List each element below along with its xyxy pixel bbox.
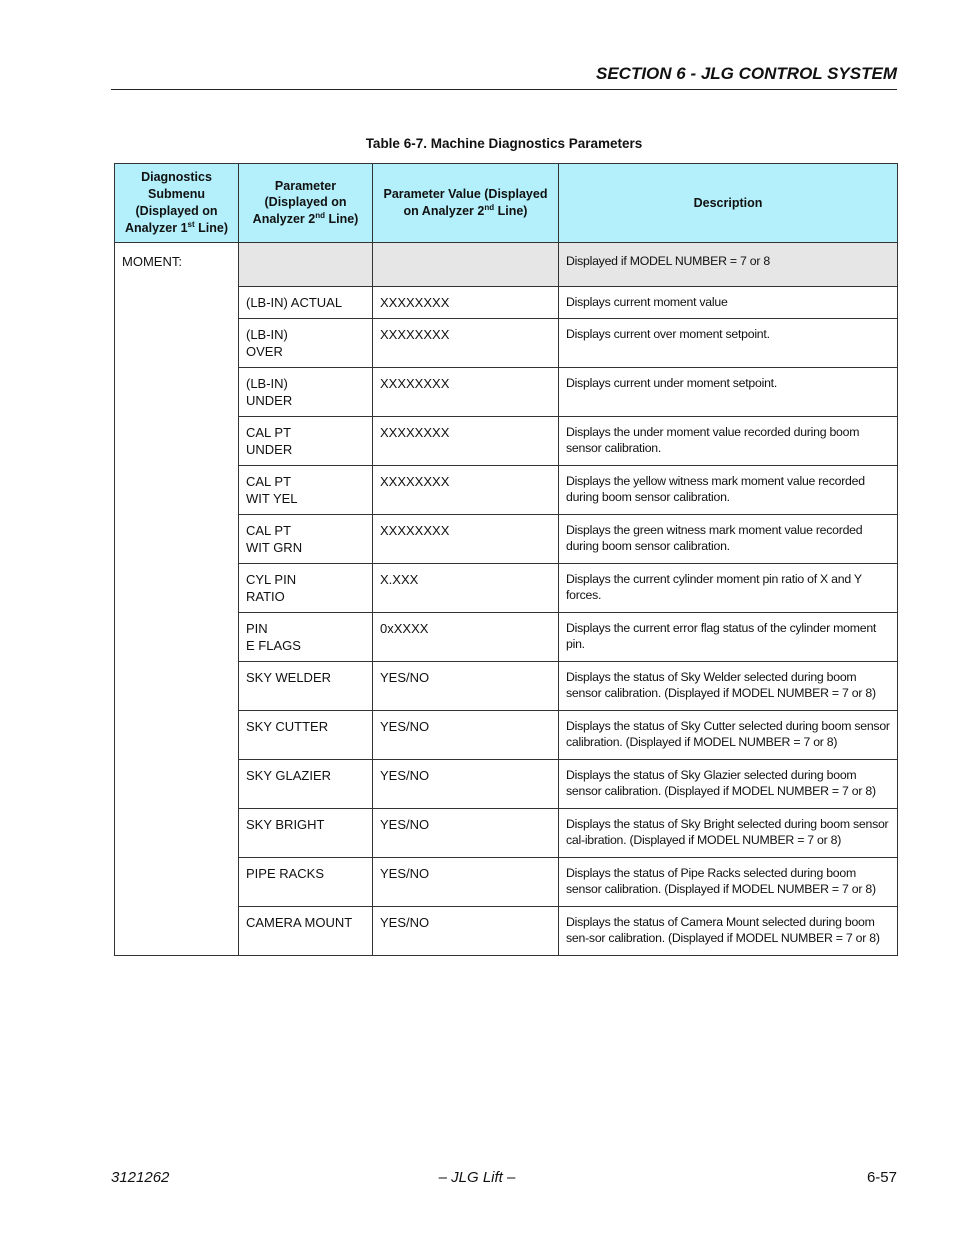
value-cell: XXXXXXXX (373, 287, 559, 319)
description-cell: Displays the green witness mark moment value recorded during boom sensor calibration. (559, 515, 898, 564)
parameter-cell: CAL PT UNDER (239, 417, 373, 466)
parameter-cell: SKY CUTTER (239, 711, 373, 760)
diagnostics-table (114, 163, 898, 956)
header-rule (111, 89, 897, 90)
description-cell: Displays current over moment setpoint. (559, 319, 898, 368)
description-cell: Displays the status of Camera Mount selected during boom sen-sor calibration. (Displayed if MODEL NUMBER = 7 or 8) (559, 907, 898, 956)
value-cell: X.XXX (373, 564, 559, 613)
description-cell: Displays the status of Sky Cutter selected during boom sensor calibration. (Displayed if MODEL NUMBER = 7 or 8) (559, 711, 898, 760)
description-cell: Displays the yellow witness mark moment value recorded during boom sensor calibration. (559, 466, 898, 515)
description-cell: Displays current under moment setpoint. (559, 368, 898, 417)
col-header-submenu: Diagnostics Submenu (Displayed on Analyzer 1st Line) (115, 164, 239, 243)
table-title: Table 6-7. Machine Diagnostics Parameters (365, 136, 643, 151)
value-cell: 0xXXXX (373, 613, 559, 662)
value-cell: XXXXXXXX (373, 466, 559, 515)
footer-brand: – JLG Lift – (438, 1169, 516, 1186)
col-header-value: Parameter Value (Displayed on Analyzer 2nd Line) (373, 164, 559, 243)
value-cell: YES/NO (373, 858, 559, 907)
value-cell: XXXXXXXX (373, 515, 559, 564)
description-cell: Displays the status of Sky Glazier selected during boom sensor calibration. (Displayed if MODEL NUMBER = 7 or 8) (559, 760, 898, 809)
parameter-cell: CAL PT WIT YEL (239, 466, 373, 515)
description-cell: Displayed if MODEL NUMBER = 7 or 8 (559, 243, 898, 287)
value-cell: YES/NO (373, 809, 559, 858)
parameter-cell: CYL PIN RATIO (239, 564, 373, 613)
description-cell: Displays the under moment value recorded during boom sensor calibration. (559, 417, 898, 466)
parameter-cell: SKY WELDER (239, 662, 373, 711)
table-row (115, 243, 898, 287)
doc-number: 3121262 (111, 1169, 170, 1186)
parameter-cell: PIPE RACKS (239, 858, 373, 907)
value-cell: XXXXXXXX (373, 368, 559, 417)
value-cell: YES/NO (373, 760, 559, 809)
parameter-cell: (LB-IN) ACTUAL (239, 287, 373, 319)
description-cell: Displays the current cylinder moment pin ratio of X and Y forces. (559, 564, 898, 613)
description-cell: Displays the status of Sky Welder selected during boom sensor calibration. (Displayed if MODEL NUMBER = 7 or 8) (559, 662, 898, 711)
parameter-cell: SKY BRIGHT (239, 809, 373, 858)
parameter-cell: (LB-IN) UNDER (239, 368, 373, 417)
value-cell: YES/NO (373, 662, 559, 711)
description-cell: Displays current moment value (559, 287, 898, 319)
description-cell: Displays the status of Sky Bright selected during boom sensor cal-ibration. (Displayed if MODEL NUMBER = 7 or 8) (559, 809, 898, 858)
page-number: 6-57 (866, 1169, 897, 1186)
description-cell: Displays the status of Pipe Racks selected during boom sensor calibration. (Displayed if MODEL NUMBER = 7 or 8) (559, 858, 898, 907)
section-title: SECTION 6 - JLG CONTROL SYSTEM (596, 64, 897, 83)
value-cell: YES/NO (373, 711, 559, 760)
value-cell: YES/NO (373, 907, 559, 956)
submenu-cell: MOMENT: (115, 243, 239, 956)
col-header-parameter: Parameter (Displayed on Analyzer 2nd Line) (239, 164, 373, 243)
parameter-cell: PIN E FLAGS (239, 613, 373, 662)
value-cell: XXXXXXXX (373, 417, 559, 466)
col-header-description: Description (559, 164, 898, 243)
parameter-cell: (LB-IN) OVER (239, 319, 373, 368)
parameter-cell: CAMERA MOUNT (239, 907, 373, 956)
parameter-cell: SKY GLAZIER (239, 760, 373, 809)
parameter-cell: CAL PT WIT GRN (239, 515, 373, 564)
value-cell (373, 243, 559, 287)
table-header-row (115, 164, 898, 243)
parameter-cell (239, 243, 373, 287)
description-cell: Displays the current error flag status of the cylinder moment pin. (559, 613, 898, 662)
value-cell: XXXXXXXX (373, 319, 559, 368)
